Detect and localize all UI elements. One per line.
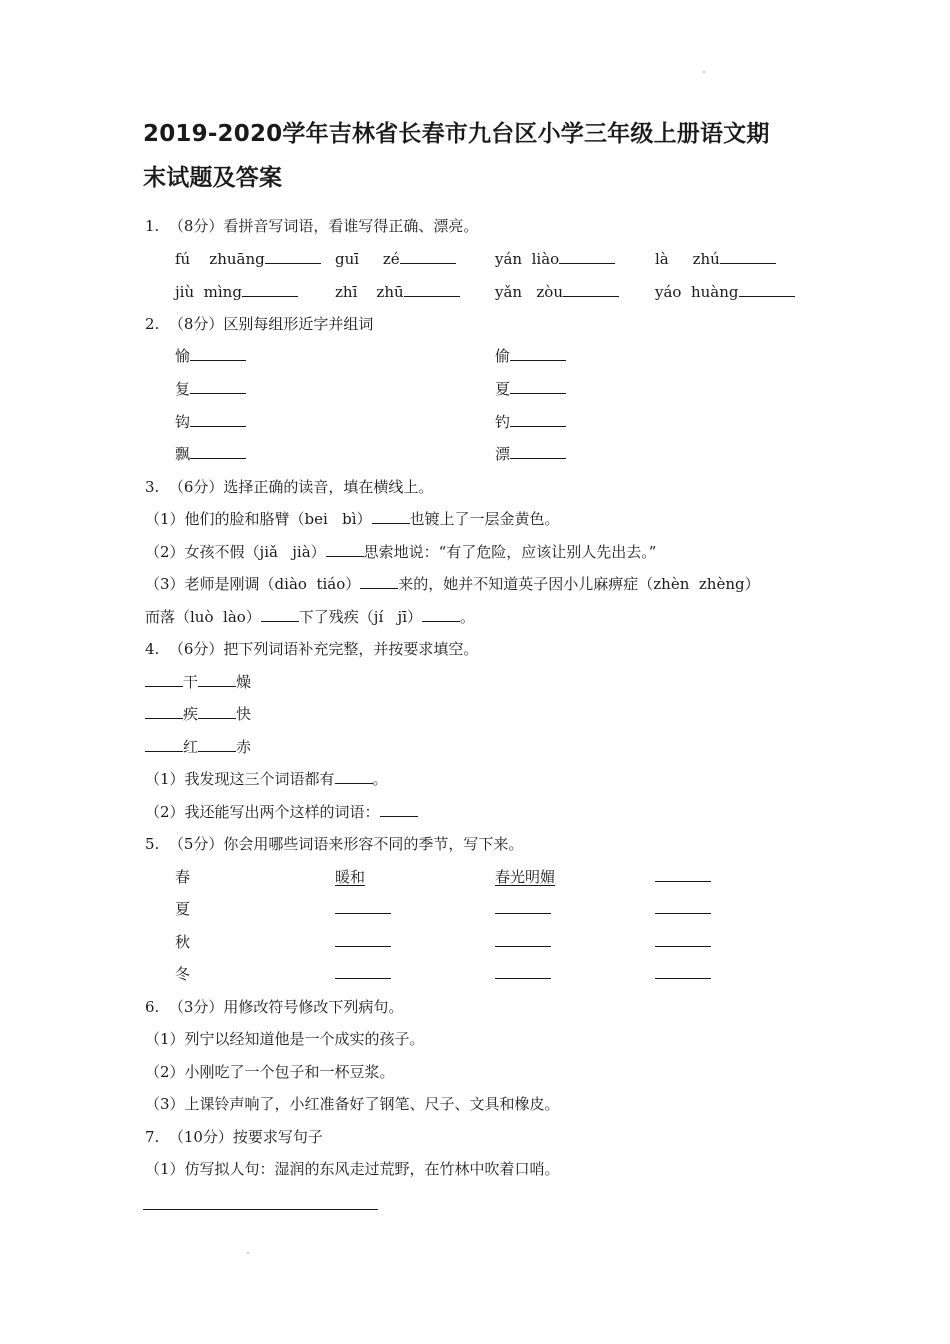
answer-blank[interactable] [380, 801, 418, 817]
pinyin-lazhu: là zhú [655, 250, 720, 268]
pinyin-fuzhuang: fú zhuāng [175, 250, 265, 268]
q4-word-3 [145, 736, 251, 758]
answer-blank[interactable] [265, 248, 321, 264]
q5-summer-blank-1 [335, 898, 391, 920]
char: 钩 [175, 413, 191, 431]
answer-blank[interactable] [190, 443, 246, 459]
scan-dot [703, 71, 705, 73]
char: 复 [175, 380, 191, 398]
pinyin-yanzou: yǎn zòu [495, 283, 563, 301]
q7-header: 7. （10分）按要求写句子 [145, 1128, 323, 1146]
answer-blank[interactable] [510, 443, 566, 459]
q1-row-2 [175, 281, 298, 303]
q3-s2-text-b: 思索地说：“有了危险，应该让别人先出去。” [363, 543, 657, 561]
answer-blank[interactable] [563, 281, 619, 297]
q5-summer-blank-3 [655, 898, 711, 920]
answer-blank[interactable] [655, 898, 711, 914]
pinyin-guize: guī zé [335, 250, 400, 268]
q2-left-3 [175, 411, 246, 433]
q7-item-1: （1）仿写拟人句：湿润的东风走过荒野，在竹林中吹着口哨。 [145, 1160, 560, 1178]
q4-p2-text: （2）我还能写出两个这样的词语： [145, 803, 380, 821]
answer-blank[interactable] [495, 898, 551, 914]
title-line-1: 2019-2020学年吉林省长春市九台区小学三年级上册语文期 [143, 121, 770, 147]
answer-blank[interactable] [404, 281, 460, 297]
answer-blank[interactable] [422, 606, 460, 622]
q2-left-4 [175, 443, 246, 465]
document-title [143, 112, 823, 200]
answer-blank[interactable] [190, 345, 246, 361]
answer-blank[interactable] [372, 508, 410, 524]
answer-blank[interactable] [145, 703, 183, 719]
q2-right-3 [495, 411, 566, 433]
q4-part-1 [145, 768, 388, 790]
answer-blank[interactable] [360, 573, 398, 589]
answer-blank[interactable] [510, 411, 566, 427]
q1-row-2-item-4 [655, 281, 795, 303]
q1-row-2-item-3 [495, 281, 619, 303]
answer-blank[interactable] [335, 898, 391, 914]
pinyin-zhizhu: zhī zhū [335, 283, 404, 301]
word-char: 疾 [183, 705, 199, 723]
answer-blank[interactable] [242, 281, 298, 297]
q4-part-2 [145, 801, 418, 823]
q3-s1-text-b: 也镀上了一层金黄色。 [409, 510, 560, 528]
q3-s4-text-a: 而落（luò lào） [145, 608, 261, 626]
q5-spring-blank [655, 866, 711, 888]
q5-autumn-blank-2 [495, 931, 551, 953]
pinyin-jiuming: jiù mìng [175, 283, 242, 301]
q5-summer-blank-2 [495, 898, 551, 920]
q2-right-2 [495, 378, 566, 400]
q3-s1-text-a: （1）他们的脸和胳臂（bei bì） [145, 510, 372, 528]
char: 夏 [495, 380, 511, 398]
answer-blank[interactable] [335, 931, 391, 947]
example-chunguangmingmei: 春光明媚 [495, 868, 556, 886]
scan-dot [247, 1252, 249, 1254]
q2-left-1 [175, 345, 246, 367]
q3-s3-text-a: （3）老师是刚调（diào tiáo） [145, 575, 361, 593]
answer-blank[interactable] [559, 248, 615, 264]
q5-winter-blank-2 [495, 963, 551, 985]
pinyin-yaohuang: yáo huàng [655, 283, 739, 301]
word-char: 干 [183, 673, 199, 691]
answer-blank[interactable] [190, 411, 246, 427]
q3-sentence-3 [145, 573, 760, 595]
season-winter: 冬 [175, 965, 191, 983]
q4-p1-text: （1）我发现这三个词语都有 [145, 770, 335, 788]
pinyin-yanliao: yán liào [495, 250, 560, 268]
q5-winter-blank-1 [335, 963, 391, 985]
q2-left-2 [175, 378, 246, 400]
char: 飘 [175, 445, 191, 463]
q5-winter-blank-3 [655, 963, 711, 985]
q5-header: 5. （5分）你会用哪些词语来形容不同的季节，写下来。 [145, 835, 524, 853]
q3-sentence-1 [145, 508, 560, 530]
answer-blank[interactable] [739, 281, 795, 297]
char: 偷 [495, 347, 511, 365]
answer-blank[interactable] [655, 866, 711, 882]
word-char: 快 [236, 705, 252, 723]
q1-row-2-item-2 [335, 281, 460, 303]
q6-item-2: （2）小刚吃了一个包子和一杯豆浆。 [145, 1063, 395, 1081]
word-char: 燥 [236, 673, 252, 691]
word-char: 赤 [236, 738, 252, 756]
q1-row-1-item-2 [335, 248, 456, 270]
answer-blank[interactable] [400, 248, 456, 264]
q4-word-2 [145, 703, 251, 725]
answer-blank[interactable] [190, 378, 246, 394]
char: 钓 [495, 413, 511, 431]
q3-s4-text-c: 。 [460, 608, 476, 626]
title-line-2: 末试题及答案 [143, 165, 283, 191]
q3-s3-text-b: 来的，她并不知道英子因小儿麻痹症（zhèn zhèng） [398, 575, 760, 593]
q4-p1-end: 。 [372, 770, 388, 788]
answer-blank[interactable] [198, 703, 236, 719]
q5-autumn-blank-3 [655, 931, 711, 953]
answer-blank[interactable] [198, 736, 236, 752]
answer-blank[interactable] [335, 963, 391, 979]
example-nuanhe: 暖和 [335, 868, 366, 886]
q2-right-1 [495, 345, 566, 367]
q3-sentence-2 [145, 541, 656, 563]
answer-blank[interactable] [495, 963, 551, 979]
q5-autumn-blank-1 [335, 931, 391, 953]
season-spring: 春 [175, 868, 191, 886]
q4-word-1 [145, 671, 251, 693]
q3-header: 3. （6分）选择正确的读音，填在横线上。 [145, 478, 434, 496]
season-summer: 夏 [175, 900, 191, 918]
answer-blank[interactable] [655, 963, 711, 979]
q1-row-1-item-4 [655, 248, 776, 270]
q1-header: 1. （8分）看拼音写词语，看谁写得正确、漂亮。 [145, 217, 479, 235]
season-autumn: 秋 [175, 933, 191, 951]
q3-sentence-4 [145, 606, 475, 628]
answer-line[interactable] [143, 1209, 378, 1210]
q4-header: 4. （6分）把下列词语补充完整，并按要求填空。 [145, 640, 479, 658]
q6-header: 6. （3分）用修改符号修改下列病句。 [145, 998, 404, 1016]
answer-blank[interactable] [326, 541, 364, 557]
q3-s4-text-b: 下了残疾（jí jī） [298, 608, 422, 626]
answer-blank[interactable] [655, 931, 711, 947]
q2-header: 2. （8分）区别每组形近字并组词 [145, 315, 374, 333]
answer-blank[interactable] [261, 606, 299, 622]
answer-blank[interactable] [145, 736, 183, 752]
q3-s2-text-a: （2）女孩不假（jiǎ jià） [145, 543, 326, 561]
answer-blank[interactable] [510, 378, 566, 394]
answer-blank[interactable] [335, 768, 373, 784]
char: 愉 [175, 347, 191, 365]
q6-item-3: （3）上课铃声响了，小红准备好了钢笔、尺子、文具和橡皮。 [145, 1095, 560, 1113]
answer-blank[interactable] [495, 931, 551, 947]
answer-blank[interactable] [198, 671, 236, 687]
word-char: 红 [183, 738, 199, 756]
q2-right-4 [495, 443, 566, 465]
answer-blank[interactable] [720, 248, 776, 264]
q1-row-1 [175, 248, 321, 270]
char: 漂 [495, 445, 511, 463]
q6-item-1: （1）列宁以经知道他是一个成实的孩子。 [145, 1030, 425, 1048]
q1-row-1-item-3 [495, 248, 615, 270]
answer-blank[interactable] [510, 345, 566, 361]
answer-blank[interactable] [145, 671, 183, 687]
